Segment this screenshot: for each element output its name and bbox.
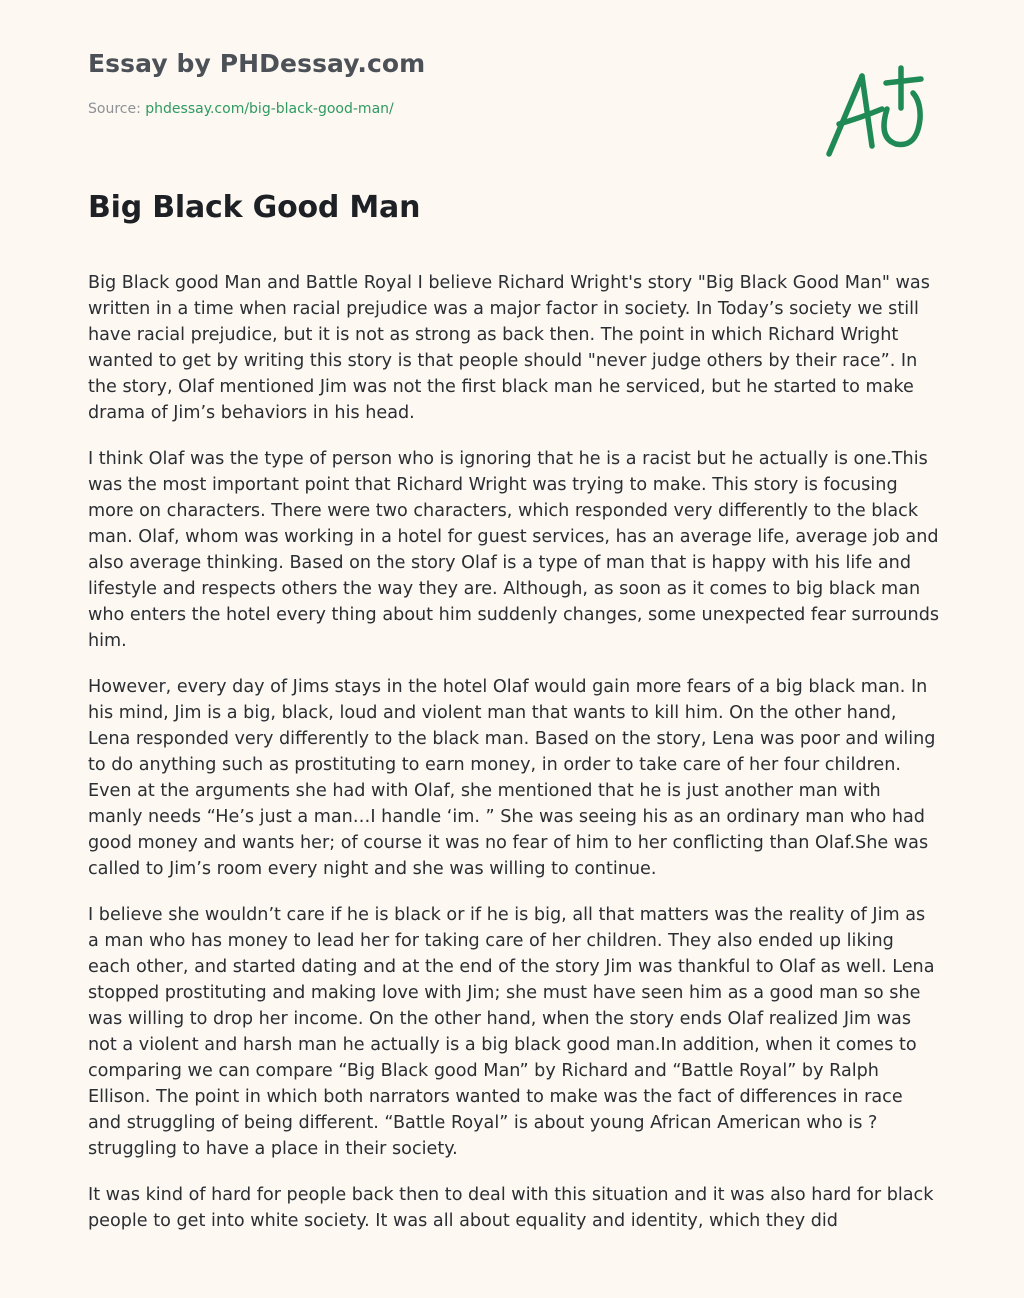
source-label: Source: [88,101,146,117]
essay-body [88,270,940,1254]
essay-paragraph: I think Olaf was the type of person who is ignoring that he is a racist but he actually is one.This was the most important point that Richard Wright was trying to make. This story is focusing more on characters. There were two characters, which responded very differently to the black man. Olaf, whom was working in a hotel for guest services, has an average life, average job and also average thinking. Based on the story Olaf is a type of man that is happy with his life and lifestyle and respects others the way they are. Although, as soon as it comes to big black man who enters the hotel every thing about him suddenly changes, some unexpected fear surrounds him. [88,449,940,651]
source-link[interactable]: phdessay.com/big-black-good-man/ [145,101,394,117]
essay-paragraph: However, every day of Jims stays in the hotel Olaf would gain more fears of a big black man. In his mind, Jim is a big, black, loud and violent man that wants to kill him. On the other hand, Lena responded very differently to the black man. Based on the story, Lena was poor and wiling to do anything such as prostituting to earn money, in order to take care of her four children. Even at the arguments she had with Olaf, she mentioned that he is just another man with manly needs “He’s just a man…I handle ‘im. ” She was seeing his as an ordinary man who had good money and wants her; of course it was no fear of him to her conflicting than Olaf.She was called to Jim’s room every night and she was willing to continue. [88,677,936,879]
plus-horizontal [886,79,921,83]
a-plus-grade-icon [820,62,930,162]
document-title: Big Black Good Man [88,190,421,225]
a-plus-logo-svg [820,62,930,162]
essay-paragraph: Big Black good Man and Battle Royal I believe Richard Wright's story "Big Black Good Man" was written in a time when racial prejudice was a major factor in society. In Today’s society we still have racial prejudice, but it is not as strong as back then. The point in which Richard Wright wanted to get by writing this story is that people should "never judge others by their race”. In the story, Olaf mentioned Jim was not the first black man he serviced, but he started to make drama of Jim’s behaviors in his head. [88,273,930,423]
letter-a-left-stroke [829,76,862,154]
essay-paragraph: It was kind of hard for people back then to deal with this situation and it was also hard for black people to get into white society. It was all about equality and identity, which they did [88,1185,934,1231]
essay-paragraph: I believe she wouldn’t care if he is black or if he is big, all that matters was the reality of Jim as a man who has money to lead her for taking care of her children. They also ended up liking each other, and started dating and at the end of the story Jim was thankful to Olaf as well. Lena stopped prostituting and making love with Jim; she must have seen him as a good man so she was willing to drop her income. On the other hand, when the story ends Olaf realized Jim was not a violent and harsh man he actually is a big black good man.In addition, when it comes to comparing we can compare “Big Black good Man” by Richard and “Battle Royal” by Ralph Ellison. The point in which both narrators wanted to make was the fact of differences in race and struggling of being different. “Battle Royal” is about young African American who is ? struggling to have a place in their society. [88,905,935,1159]
source-line [88,101,394,117]
site-brand: Essay by PHDessay.com [88,49,426,78]
